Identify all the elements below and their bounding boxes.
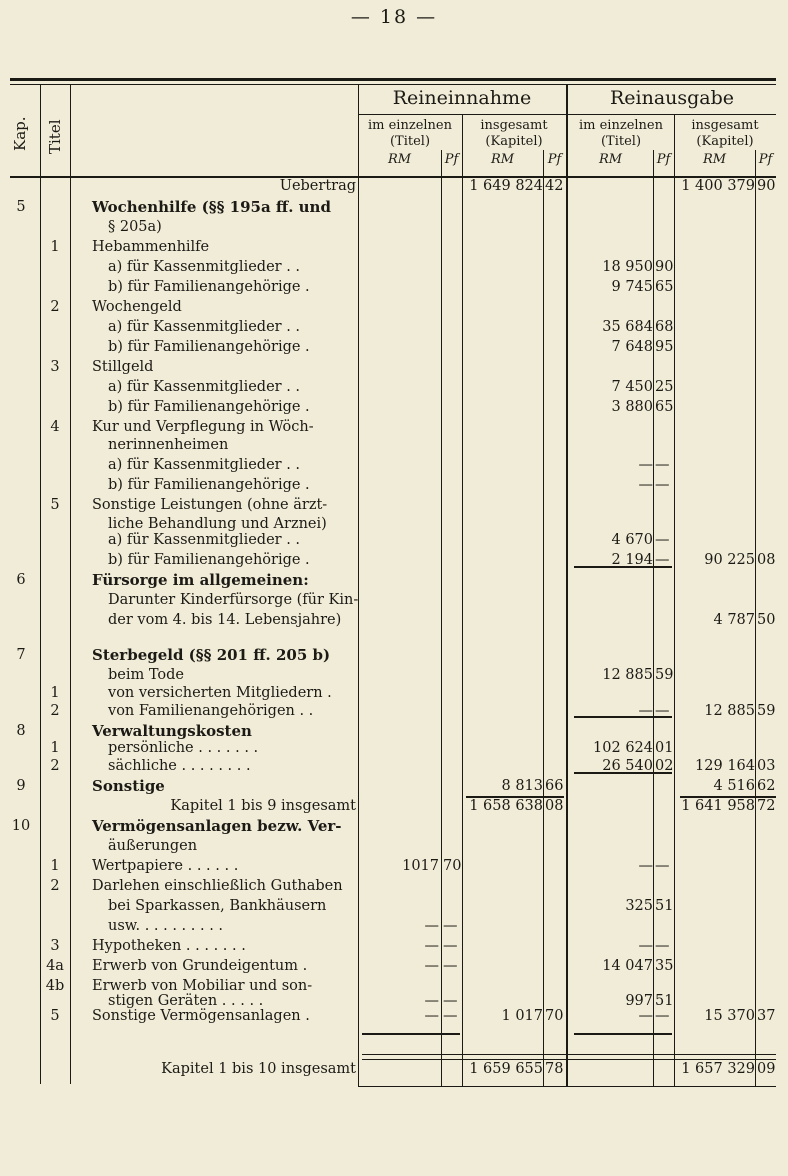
sum-rule-c3-10 [574, 1033, 672, 1035]
row-label: b) für Familienangehörige . [108, 339, 310, 355]
amount-pf-cell: 51 [655, 993, 674, 1009]
titel-number: 5 [50, 1008, 60, 1024]
row-label: Verwaltungskosten [92, 722, 252, 740]
row-label: Sonstige Leistungen (ohne ärzt- [92, 497, 328, 513]
row-label: Hebammenhilfe [92, 239, 210, 255]
amount-rm-cell: 102 624 [593, 740, 653, 756]
rule-kap [40, 84, 41, 1084]
row-label: § 205a) [108, 219, 162, 235]
rule-c1p [441, 150, 442, 1086]
header-c4-kapitel: (Kapitel) [696, 134, 754, 149]
amount-rm-cell: 129 164 [695, 758, 755, 774]
amount-rm-cell: 7 450 [611, 379, 653, 395]
rule-c2p [543, 150, 544, 1086]
amount-rm-cell: 4 787 [713, 612, 755, 628]
amount-pf-cell: 68 [655, 319, 674, 335]
amount-rm-cell: — [638, 938, 653, 954]
row-label: von versicherten Mitgliedern . [108, 685, 332, 701]
header-c1-rm: RM [387, 152, 412, 167]
header-c4-rm: RM [702, 152, 727, 167]
amount-rm-cell: 7 648 [611, 339, 653, 355]
row-label: Uebertrag [279, 178, 356, 194]
header-c2-pf: Pf [547, 152, 562, 167]
amount-rm-cell: 1 657 329 [681, 1061, 755, 1077]
row-label: sächliche . . . . . . . . [108, 758, 251, 774]
amount-pf-cell: 78 [545, 1061, 564, 1077]
amount-rm-cell: — [424, 918, 439, 934]
titel-number: 4 [50, 419, 60, 435]
amount-pf-cell: 70 [545, 1008, 564, 1024]
amount-pf-cell: 09 [757, 1061, 776, 1077]
amount-pf-cell: 25 [655, 379, 674, 395]
header-c4-insgesamt: insgesamt [691, 118, 759, 133]
amount-rm-cell: 4 670 [611, 532, 653, 548]
titel-number: 3 [50, 359, 60, 375]
header-c3-einzelnen: im einzelnen [579, 118, 663, 133]
header-reinausgabe: Reinausgabe [609, 87, 735, 109]
row-label: Kapitel 1 bis 10 insgesamt [161, 1061, 356, 1077]
header-c4-pf: Pf [758, 152, 773, 167]
row-label: Wertpapiere . . . . . . [92, 858, 239, 874]
titel-number: 1 [50, 858, 60, 874]
amount-pf-cell: 37 [757, 1008, 776, 1024]
row-label: Darlehen einschließlich Guthaben [92, 878, 343, 894]
amount-rm-cell: 3 880 [611, 399, 653, 415]
row-label: Sonstige [92, 777, 165, 795]
amount-pf-cell: — [443, 938, 458, 954]
amount-pf-cell: 51 [655, 898, 674, 914]
row-label: der vom 4. bis 14. Lebensjahre) [108, 612, 342, 628]
row-label: Erwerb von Grundeigentum . [92, 958, 308, 974]
row-label: nerinnenheimen [108, 437, 229, 453]
row-label: Darunter Kinderfürsorge (für Kin- [108, 592, 359, 608]
amount-pf-cell: 90 [757, 178, 776, 194]
amount-pf-cell: — [655, 858, 670, 874]
amount-pf-cell: — [655, 477, 670, 493]
header-c1-pf: Pf [444, 152, 459, 167]
amount-pf-cell: — [655, 457, 670, 473]
header-c3-pf: Pf [656, 152, 671, 167]
amount-pf-cell: 03 [757, 758, 776, 774]
amount-pf-cell: — [655, 938, 670, 954]
total-rule-1 [362, 1054, 776, 1055]
sum-rule-c1-10 [362, 1033, 460, 1035]
amount-rm-cell: — [424, 1008, 439, 1024]
titel-number: 5 [50, 497, 60, 513]
amount-pf-cell: — [443, 958, 458, 974]
row-label: a) für Kassenmitglieder . . [108, 259, 301, 275]
amount-rm-cell: 1 641 958 [681, 798, 755, 814]
amount-pf-cell: — [655, 1008, 670, 1024]
kap-number: 5 [16, 199, 26, 215]
header-kap: Kap. [11, 116, 29, 151]
row-label: Vermögensanlagen bezw. Ver- [92, 817, 342, 835]
row-label: stigen Geräten . . . . . [108, 993, 264, 1009]
header-c1-einzelnen: im einzelnen [368, 118, 452, 133]
row-label: usw. . . . . . . . . . [108, 918, 224, 934]
row-label: b) für Familienangehörige . [108, 477, 310, 493]
row-label: Wochenhilfe (§§ 195a ff. und [92, 198, 331, 216]
amount-pf-cell: 95 [655, 339, 674, 355]
header-bottom-rule [10, 176, 776, 178]
header-titel: Titel [46, 119, 64, 154]
header-c2-kapitel: (Kapitel) [485, 134, 543, 149]
row-label: Stillgeld [92, 359, 154, 375]
amount-pf-cell: 01 [655, 740, 674, 756]
kap-number: 9 [16, 778, 26, 794]
titel-number: 3 [50, 938, 60, 954]
row-label: Hypotheken . . . . . . . [92, 938, 246, 954]
row-label: von Familienangehörigen . . [108, 703, 314, 719]
row-label: bei Sparkassen, Bankhäusern [108, 898, 327, 914]
header-c1-titel: (Titel) [389, 134, 431, 149]
amount-pf-cell: — [655, 703, 670, 719]
amount-pf-cell: 02 [655, 758, 674, 774]
page-number: — 18 — [350, 6, 438, 28]
amount-pf-cell: 65 [655, 279, 674, 295]
amount-pf-cell: — [655, 532, 670, 548]
amount-pf-cell: 70 [443, 858, 462, 874]
row-label: Wochengeld [92, 299, 182, 315]
amount-rm-cell: 1 400 379 [681, 178, 755, 194]
amount-pf-cell: 35 [655, 958, 674, 974]
amount-pf-cell: 90 [655, 259, 674, 275]
titel-number: 4b [45, 978, 65, 994]
rule-c2 [566, 84, 568, 1086]
amount-rm-cell: 15 370 [704, 1008, 755, 1024]
row-label: Fürsorge im allgemeinen: [92, 571, 309, 589]
amount-rm-cell: 9 745 [611, 279, 653, 295]
header-c3-rm: RM [598, 152, 623, 167]
amount-pf-cell: 65 [655, 399, 674, 415]
row-label: a) für Kassenmitglieder . . [108, 532, 301, 548]
row-label: a) für Kassenmitglieder . . [108, 319, 301, 335]
rule-c3p [653, 150, 654, 1086]
amount-rm-cell: 35 684 [602, 319, 653, 335]
row-label: a) für Kassenmitglieder . . [108, 457, 301, 473]
amount-rm-cell: 26 540 [602, 758, 653, 774]
rule-text [358, 84, 359, 1086]
amount-pf-cell: — [443, 993, 458, 1009]
titel-number: 2 [50, 299, 60, 315]
amount-rm-cell: 12 885 [602, 667, 653, 683]
titel-number: 1 [50, 239, 60, 255]
rule-c3 [674, 114, 675, 1086]
amount-rm-cell: — [638, 477, 653, 493]
amount-pf-cell: — [655, 552, 670, 568]
rule-c4p [755, 150, 756, 1086]
amount-pf-cell: 62 [757, 778, 776, 794]
kap-number: 6 [16, 572, 26, 588]
amount-pf-cell: 59 [655, 667, 674, 683]
row-label: b) für Familienangehörige . [108, 399, 310, 415]
amount-rm-cell: 14 047 [602, 958, 653, 974]
bottom-rule [358, 1086, 776, 1087]
row-label: b) für Familienangehörige . [108, 552, 310, 568]
amount-rm-cell: 12 885 [704, 703, 755, 719]
header-top-rule [10, 78, 776, 81]
titel-number: 4a [46, 958, 64, 974]
amount-rm-cell: 1017 [402, 858, 439, 874]
amount-pf-cell: 59 [757, 703, 776, 719]
row-label: persönliche . . . . . . . [108, 740, 259, 756]
row-label: liche Behandlung und Arznei) [108, 516, 327, 532]
header-c2-insgesamt: insgesamt [480, 118, 548, 133]
amount-rm-cell: 1 658 638 [469, 798, 543, 814]
kap-number: 8 [16, 723, 26, 739]
amount-rm-cell: 90 225 [704, 552, 755, 568]
amount-rm-cell: 2 194 [611, 552, 653, 568]
row-label: Kapitel 1 bis 9 insgesamt [170, 798, 356, 814]
amount-rm-cell: — [638, 858, 653, 874]
amount-pf-cell: 66 [545, 778, 564, 794]
row-label: a) für Kassenmitglieder . . [108, 379, 301, 395]
amount-rm-cell: 1 017 [501, 1008, 543, 1024]
amount-pf-cell: 08 [757, 552, 776, 568]
rule-c1 [462, 114, 463, 1086]
row-label: Sterbegeld (§§ 201 ff. 205 b) [92, 646, 331, 664]
amount-rm-cell: 325 [625, 898, 653, 914]
row-label: beim Tode [108, 667, 184, 683]
amount-rm-cell: 997 [625, 993, 653, 1009]
rule-titel [70, 84, 71, 1084]
amount-rm-cell: — [424, 993, 439, 1009]
amount-rm-cell: — [424, 958, 439, 974]
amount-pf-cell: — [443, 918, 458, 934]
kap-number: 7 [16, 647, 26, 663]
amount-rm-cell: — [638, 457, 653, 473]
amount-pf-cell: 08 [545, 798, 564, 814]
amount-rm-cell: 18 950 [602, 259, 653, 275]
row-label: Erwerb von Mobiliar und son- [92, 978, 313, 994]
amount-rm-cell: 1 649 824 [469, 178, 543, 194]
titel-number: 1 [50, 685, 60, 701]
header-top-rule-thin [10, 84, 776, 85]
titel-number: 2 [50, 758, 60, 774]
header-c3-titel: (Titel) [600, 134, 642, 149]
amount-pf-cell: — [443, 1008, 458, 1024]
titel-number: 2 [50, 878, 60, 894]
row-label: Sonstige Vermögensanlagen . [92, 1008, 310, 1024]
amount-pf-cell: 42 [545, 178, 564, 194]
header-reineinnahme: Reineinnahme [392, 87, 532, 109]
kap-number: 10 [11, 818, 31, 834]
amount-rm-cell: — [638, 1008, 653, 1024]
row-label: b) für Familienangehörige . [108, 279, 310, 295]
amount-rm-cell: 8 813 [501, 778, 543, 794]
amount-pf-cell: 50 [757, 612, 776, 628]
titel-number: 2 [50, 703, 60, 719]
header-c2-rm: RM [490, 152, 515, 167]
titel-number: 1 [50, 740, 60, 756]
amount-rm-cell: — [638, 703, 653, 719]
amount-rm-cell: 1 659 655 [469, 1061, 543, 1077]
amount-rm-cell: — [424, 938, 439, 954]
row-label: äußerungen [108, 838, 198, 854]
amount-rm-cell: 4 516 [713, 778, 755, 794]
row-label: Kur und Verpflegung in Wöch- [92, 419, 314, 435]
amount-pf-cell: 72 [757, 798, 776, 814]
